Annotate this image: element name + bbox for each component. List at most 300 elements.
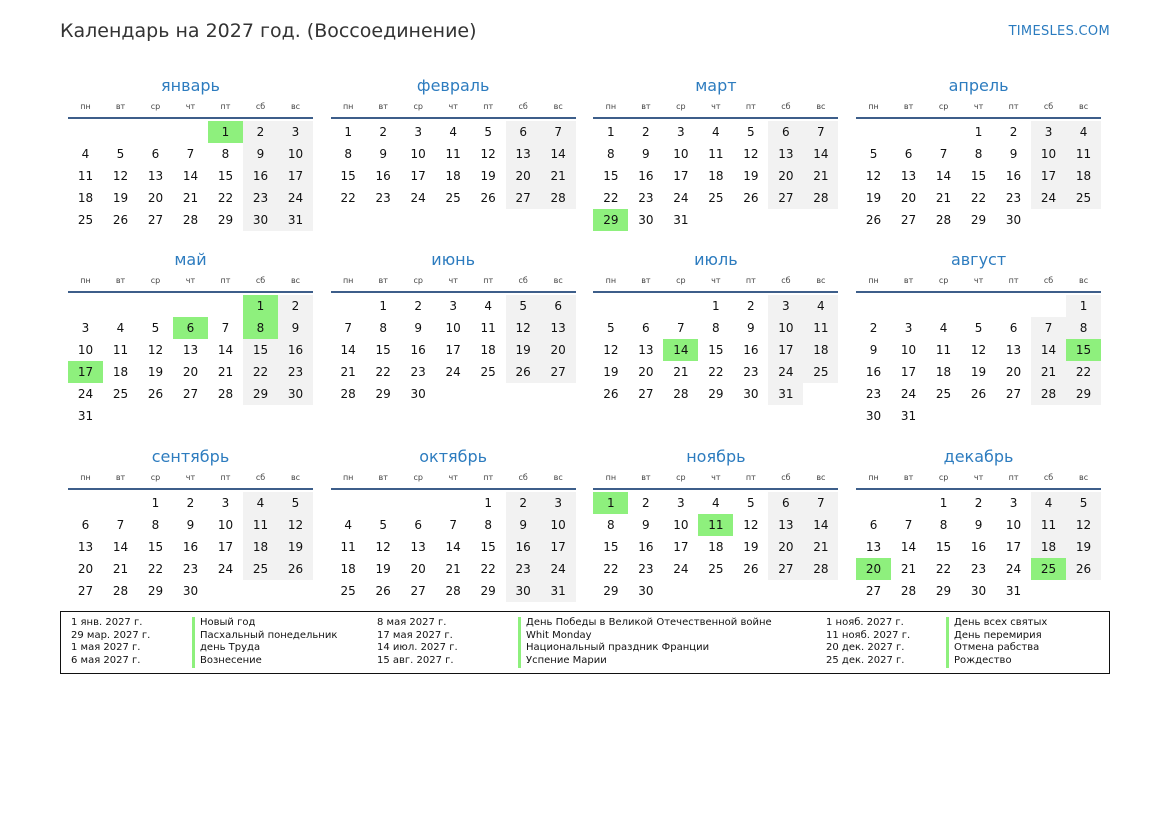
weekday-label: пт [220,473,231,482]
weekday-label: пн [605,473,617,482]
day-cell: 1 [379,299,387,313]
weekday-label: чт [973,276,984,285]
day-cell: 27 [410,584,426,598]
legend-dates-column [816,612,946,673]
weekend-day-cell: 11 [243,514,278,536]
weekend-day-cell: 13 [768,143,803,165]
day-cell: 29 [147,584,164,598]
legend-holiday-name: Отмена рабства [946,642,1108,655]
day-cell: 31 [77,409,94,423]
day-cell: 12 [970,343,987,357]
empty-day-cell [173,295,208,317]
day-cell: 27 [147,213,164,227]
empty-day-cell [926,295,961,317]
legend-holiday-name: день Труда [192,642,367,655]
weekend-day-cell: 5 [506,295,541,317]
month-name: октябрь [419,447,488,466]
weekend-day-cell: 7 [803,492,838,514]
day-cell: 14 [340,343,356,357]
weekday-label: ср [150,473,161,482]
day-cell: 23 [743,365,759,379]
day-cell: 8 [974,147,983,161]
weekday-label: пт [1008,276,1019,285]
day-cell: 19 [865,191,882,205]
day-cell: 19 [147,365,164,379]
weekday-label: пн [342,102,354,111]
weekday-label: пт [745,276,756,285]
weekday-label: сб [1043,473,1054,482]
day-cell: 26 [865,213,882,227]
day-cell: 28 [182,213,199,227]
day-cell: 31 [673,213,689,227]
holiday-day-cell: 1 [208,121,243,143]
month-name: февраль [416,76,490,95]
day-cell: 21 [900,562,917,576]
day-cell: 17 [673,540,689,554]
weekday-label: ср [938,276,949,285]
weekday-label: чт [185,102,196,111]
day-cell: 18 [480,343,496,357]
weekday-label: пт [1008,102,1019,111]
weekend-day-cell: 30 [278,383,313,405]
weekday-label: пт [1008,473,1019,482]
legend-holiday-name: Рождество [946,655,1108,668]
legend-date: 29 мар. 2027 г. [71,629,151,641]
day-cell: 16 [375,169,391,183]
day-cell: 30 [638,213,654,227]
weekend-day-cell: 7 [541,121,576,143]
day-cell: 20 [638,365,654,379]
weekend-day-cell: 3 [768,295,803,317]
day-cell: 23 [638,562,654,576]
weekend-day-cell: 26 [506,361,541,383]
day-cell: 3 [449,299,457,313]
day-cell: 8 [607,147,615,161]
day-cell: 7 [116,518,125,532]
day-cell: 9 [747,321,755,335]
weekday-label: чт [448,276,458,285]
month-name: ноябрь [686,447,746,466]
day-cell: 10 [900,343,917,357]
weekend-day-cell: 25 [803,361,838,383]
day-cell: 15 [970,169,987,183]
day-cell: 5 [747,125,755,139]
empty-day-cell [331,295,366,317]
weekday-label: сб [1043,102,1054,111]
weekday-label: вс [553,276,563,285]
month-name: август [950,250,1007,269]
day-cell: 15 [217,169,234,183]
month-days [331,490,576,602]
weekend-day-cell: 1 [1066,295,1101,317]
day-cell: 15 [480,540,496,554]
day-cell: 18 [77,191,94,205]
month-calendar [593,247,838,444]
weekend-day-cell: 17 [278,165,313,187]
day-cell: 22 [603,562,619,576]
legend-holiday-name: Успение Марии [518,655,816,668]
holiday-day-cell: 25 [1031,558,1066,580]
day-cell: 3 [677,496,685,510]
day-cell: 6 [151,147,160,161]
day-cell: 25 [112,387,129,401]
day-cell: 20 [77,562,94,576]
day-cell: 26 [375,584,391,598]
day-cell: 2 [974,496,983,510]
weekday-label: ср [413,102,423,111]
month-name: июнь [431,250,476,269]
empty-day-cell [926,121,961,143]
day-cell: 3 [414,125,422,139]
day-cell: 19 [970,365,987,379]
day-cell: 22 [375,365,391,379]
weekday-header [856,272,1101,293]
day-cell: 16 [410,343,426,357]
day-cell: 19 [603,365,619,379]
weekday-label: пт [745,473,756,482]
weekend-day-cell: 25 [243,558,278,580]
day-cell: 30 [970,584,987,598]
day-cell: 6 [642,321,650,335]
weekend-day-cell: 23 [278,361,313,383]
day-cell: 29 [217,213,234,227]
weekend-day-cell: 13 [768,514,803,536]
month-days [68,490,313,602]
day-cell: 4 [712,496,720,510]
day-cell: 10 [673,518,689,532]
weekend-day-cell: 6 [768,492,803,514]
weekend-day-cell: 11 [803,317,838,339]
weekday-label: ср [676,276,686,285]
weekend-day-cell: 16 [278,339,313,361]
weekday-label: пт [483,473,494,482]
weekend-day-cell: 12 [278,514,313,536]
day-cell: 13 [77,540,94,554]
weekday-header [331,98,576,119]
day-cell: 22 [935,562,952,576]
day-cell: 1 [484,496,492,510]
weekend-day-cell: 29 [243,383,278,405]
day-cell: 5 [151,321,160,335]
weekday-label: вс [290,473,301,482]
day-cell: 30 [865,409,882,423]
empty-day-cell [331,492,366,514]
empty-day-cell [103,121,138,143]
day-cell: 7 [939,147,948,161]
month-days [331,119,576,209]
day-cell: 12 [743,147,759,161]
weekday-label: пн [342,276,354,285]
weekend-day-cell: 2 [278,295,313,317]
day-cell: 25 [708,191,724,205]
weekend-day-cell: 19 [278,536,313,558]
empty-day-cell [436,492,471,514]
weekday-label: пт [220,276,231,285]
empty-day-cell [891,492,926,514]
weekend-day-cell: 22 [1066,361,1101,383]
day-cell: 11 [340,540,356,554]
day-cell: 30 [638,584,654,598]
day-cell: 25 [445,191,461,205]
day-cell: 10 [445,321,461,335]
weekday-label: пт [745,102,756,111]
weekend-day-cell: 7 [1031,317,1066,339]
legend-date: 20 дек. 2027 г. [826,642,905,654]
weekend-day-cell: 28 [541,187,576,209]
weekday-label: вс [553,473,563,482]
month-calendar [68,444,313,618]
day-cell: 15 [935,540,952,554]
day-cell: 29 [480,584,496,598]
day-cell: 20 [1005,365,1022,379]
weekend-day-cell: 3 [541,492,576,514]
weekday-header [593,272,838,293]
day-cell: 30 [1005,213,1022,227]
weekday-label: вс [816,473,826,482]
weekday-label: чт [711,473,721,482]
day-cell: 1 [974,125,983,139]
weekend-day-cell: 24 [278,187,313,209]
weekday-header [593,98,838,119]
day-cell: 19 [743,169,759,183]
weekend-day-cell: 31 [278,209,313,231]
month-calendar [68,73,313,247]
weekday-label: сб [255,276,266,285]
month-calendar [856,444,1101,618]
weekend-day-cell: 19 [506,339,541,361]
day-cell: 25 [708,562,724,576]
weekend-day-cell: 3 [278,121,313,143]
day-cell: 8 [939,518,948,532]
day-cell: 3 [904,321,913,335]
day-cell: 1 [151,496,160,510]
day-cell: 29 [375,387,391,401]
day-cell: 16 [743,343,759,357]
legend-date: 17 мая 2027 г. [377,629,453,641]
day-cell: 28 [935,213,952,227]
holiday-day-cell: 6 [173,317,208,339]
month-days [856,490,1101,602]
month-days [593,490,838,602]
legend-holiday-name: Национальный праздник Франции [518,642,816,655]
weekend-day-cell: 31 [768,383,803,405]
day-cell: 27 [900,213,917,227]
weekend-day-cell: 5 [1066,492,1101,514]
day-cell: 16 [970,540,987,554]
day-cell: 15 [147,540,164,554]
day-cell: 4 [116,321,125,335]
weekday-label: сб [255,473,266,482]
day-cell: 7 [449,518,457,532]
weekend-day-cell: 8 [1066,317,1101,339]
weekday-label: вс [1079,473,1089,482]
weekday-label: чт [711,276,721,285]
weekday-label: вт [378,276,388,285]
day-cell: 6 [414,518,422,532]
weekend-day-cell: 26 [278,558,313,580]
month-calendar [856,73,1101,247]
weekday-label: пн [342,473,354,482]
day-cell: 2 [186,496,195,510]
day-cell: 11 [935,343,952,357]
legend-dates-column [61,612,192,673]
weekday-label: сб [781,102,791,111]
day-cell: 28 [900,584,917,598]
day-cell: 15 [603,540,619,554]
day-cell: 22 [708,365,724,379]
day-cell: 21 [445,562,461,576]
day-cell: 4 [484,299,492,313]
holiday-day-cell: 15 [1066,339,1101,361]
day-cell: 10 [410,147,426,161]
day-cell: 23 [410,365,426,379]
day-cell: 21 [340,365,356,379]
day-cell: 29 [970,213,987,227]
day-cell: 28 [112,584,129,598]
day-cell: 18 [935,365,952,379]
day-cell: 9 [869,343,878,357]
day-cell: 13 [147,169,164,183]
day-cell: 24 [1005,562,1022,576]
empty-day-cell [68,295,103,317]
day-cell: 8 [484,518,492,532]
day-cell: 23 [182,562,199,576]
day-cell: 8 [607,518,615,532]
brand-link[interactable]: TIMESLES.COM [1008,24,1110,39]
weekend-day-cell: 10 [541,514,576,536]
weekday-label: вт [378,473,388,482]
day-cell: 27 [865,584,882,598]
weekend-day-cell: 4 [243,492,278,514]
legend-dates-column [367,612,518,673]
day-cell: 14 [445,540,461,554]
weekend-day-cell: 10 [278,143,313,165]
day-cell: 16 [865,365,882,379]
weekend-day-cell: 6 [768,121,803,143]
day-cell: 5 [379,518,387,532]
day-cell: 20 [147,191,164,205]
weekday-label: чт [711,102,721,111]
day-cell: 15 [375,343,391,357]
day-cell: 8 [344,147,352,161]
weekday-label: пн [868,276,879,285]
weekday-header [68,98,313,119]
weekend-day-cell: 4 [1066,121,1101,143]
day-cell: 11 [480,321,496,335]
weekday-header [68,469,313,490]
holiday-day-cell: 20 [856,558,891,580]
day-cell: 29 [935,584,952,598]
weekend-day-cell: 23 [506,558,541,580]
day-cell: 26 [112,213,129,227]
day-cell: 1 [344,125,352,139]
empty-day-cell [856,492,891,514]
weekend-day-cell: 27 [506,187,541,209]
weekend-day-cell: 18 [243,536,278,558]
day-cell: 19 [375,562,391,576]
weekday-label: вт [641,102,651,111]
weekend-day-cell: 11 [1031,514,1066,536]
legend-holiday-name: День Победы в Великой Отечественной войне [518,617,816,630]
day-cell: 24 [217,562,234,576]
day-cell: 2 [642,496,650,510]
month-calendar [593,73,838,247]
weekday-label: чт [448,102,458,111]
weekend-day-cell: 14 [803,514,838,536]
weekend-day-cell: 27 [541,361,576,383]
day-cell: 16 [1005,169,1022,183]
day-cell: 12 [603,343,619,357]
day-cell: 24 [900,387,917,401]
weekend-day-cell: 21 [1031,361,1066,383]
weekend-day-cell: 16 [506,536,541,558]
weekday-label: пт [483,102,494,111]
legend-date: 1 нояб. 2027 г. [826,617,904,628]
day-cell: 5 [974,321,983,335]
month-name: январь [161,76,220,95]
weekday-label: вс [1079,102,1089,111]
day-cell: 22 [217,191,234,205]
day-cell: 16 [182,540,199,554]
day-cell: 18 [708,169,724,183]
day-cell: 7 [344,321,352,335]
day-cell: 13 [182,343,199,357]
weekend-day-cell: 19 [1066,536,1101,558]
weekday-label: вс [290,102,301,111]
legend-names-column [946,612,1108,673]
day-cell: 17 [445,343,461,357]
day-cell: 13 [900,169,917,183]
empty-day-cell [366,492,401,514]
day-cell: 2 [379,125,387,139]
weekday-label: ср [150,102,161,111]
day-cell: 23 [1005,191,1022,205]
month-days [68,293,313,427]
holiday-legend [60,611,1110,674]
day-cell: 26 [603,387,619,401]
day-cell: 25 [480,365,496,379]
day-cell: 7 [677,321,685,335]
day-cell: 28 [217,387,234,401]
day-cell: 9 [379,147,387,161]
day-cell: 14 [217,343,234,357]
day-cell: 4 [939,321,948,335]
weekend-day-cell: 24 [541,558,576,580]
weekend-day-cell: 16 [243,165,278,187]
day-cell: 3 [677,125,685,139]
empty-day-cell [68,121,103,143]
weekend-day-cell: 30 [506,580,541,602]
day-cell: 10 [673,147,689,161]
weekend-day-cell: 17 [1031,165,1066,187]
day-cell: 24 [673,562,689,576]
day-cell: 30 [182,584,199,598]
day-cell: 28 [673,387,689,401]
weekday-label: пт [483,276,494,285]
weekday-label: ср [413,473,423,482]
weekday-label: вт [903,473,914,482]
month-name: май [174,250,207,269]
day-cell: 9 [186,518,195,532]
empty-day-cell [68,492,103,514]
day-cell: 7 [904,518,913,532]
day-cell: 9 [642,518,650,532]
month-name: апрель [948,76,1009,95]
weekday-label: сб [255,102,266,111]
day-cell: 12 [480,147,496,161]
weekend-day-cell: 28 [803,187,838,209]
weekend-day-cell: 6 [506,121,541,143]
